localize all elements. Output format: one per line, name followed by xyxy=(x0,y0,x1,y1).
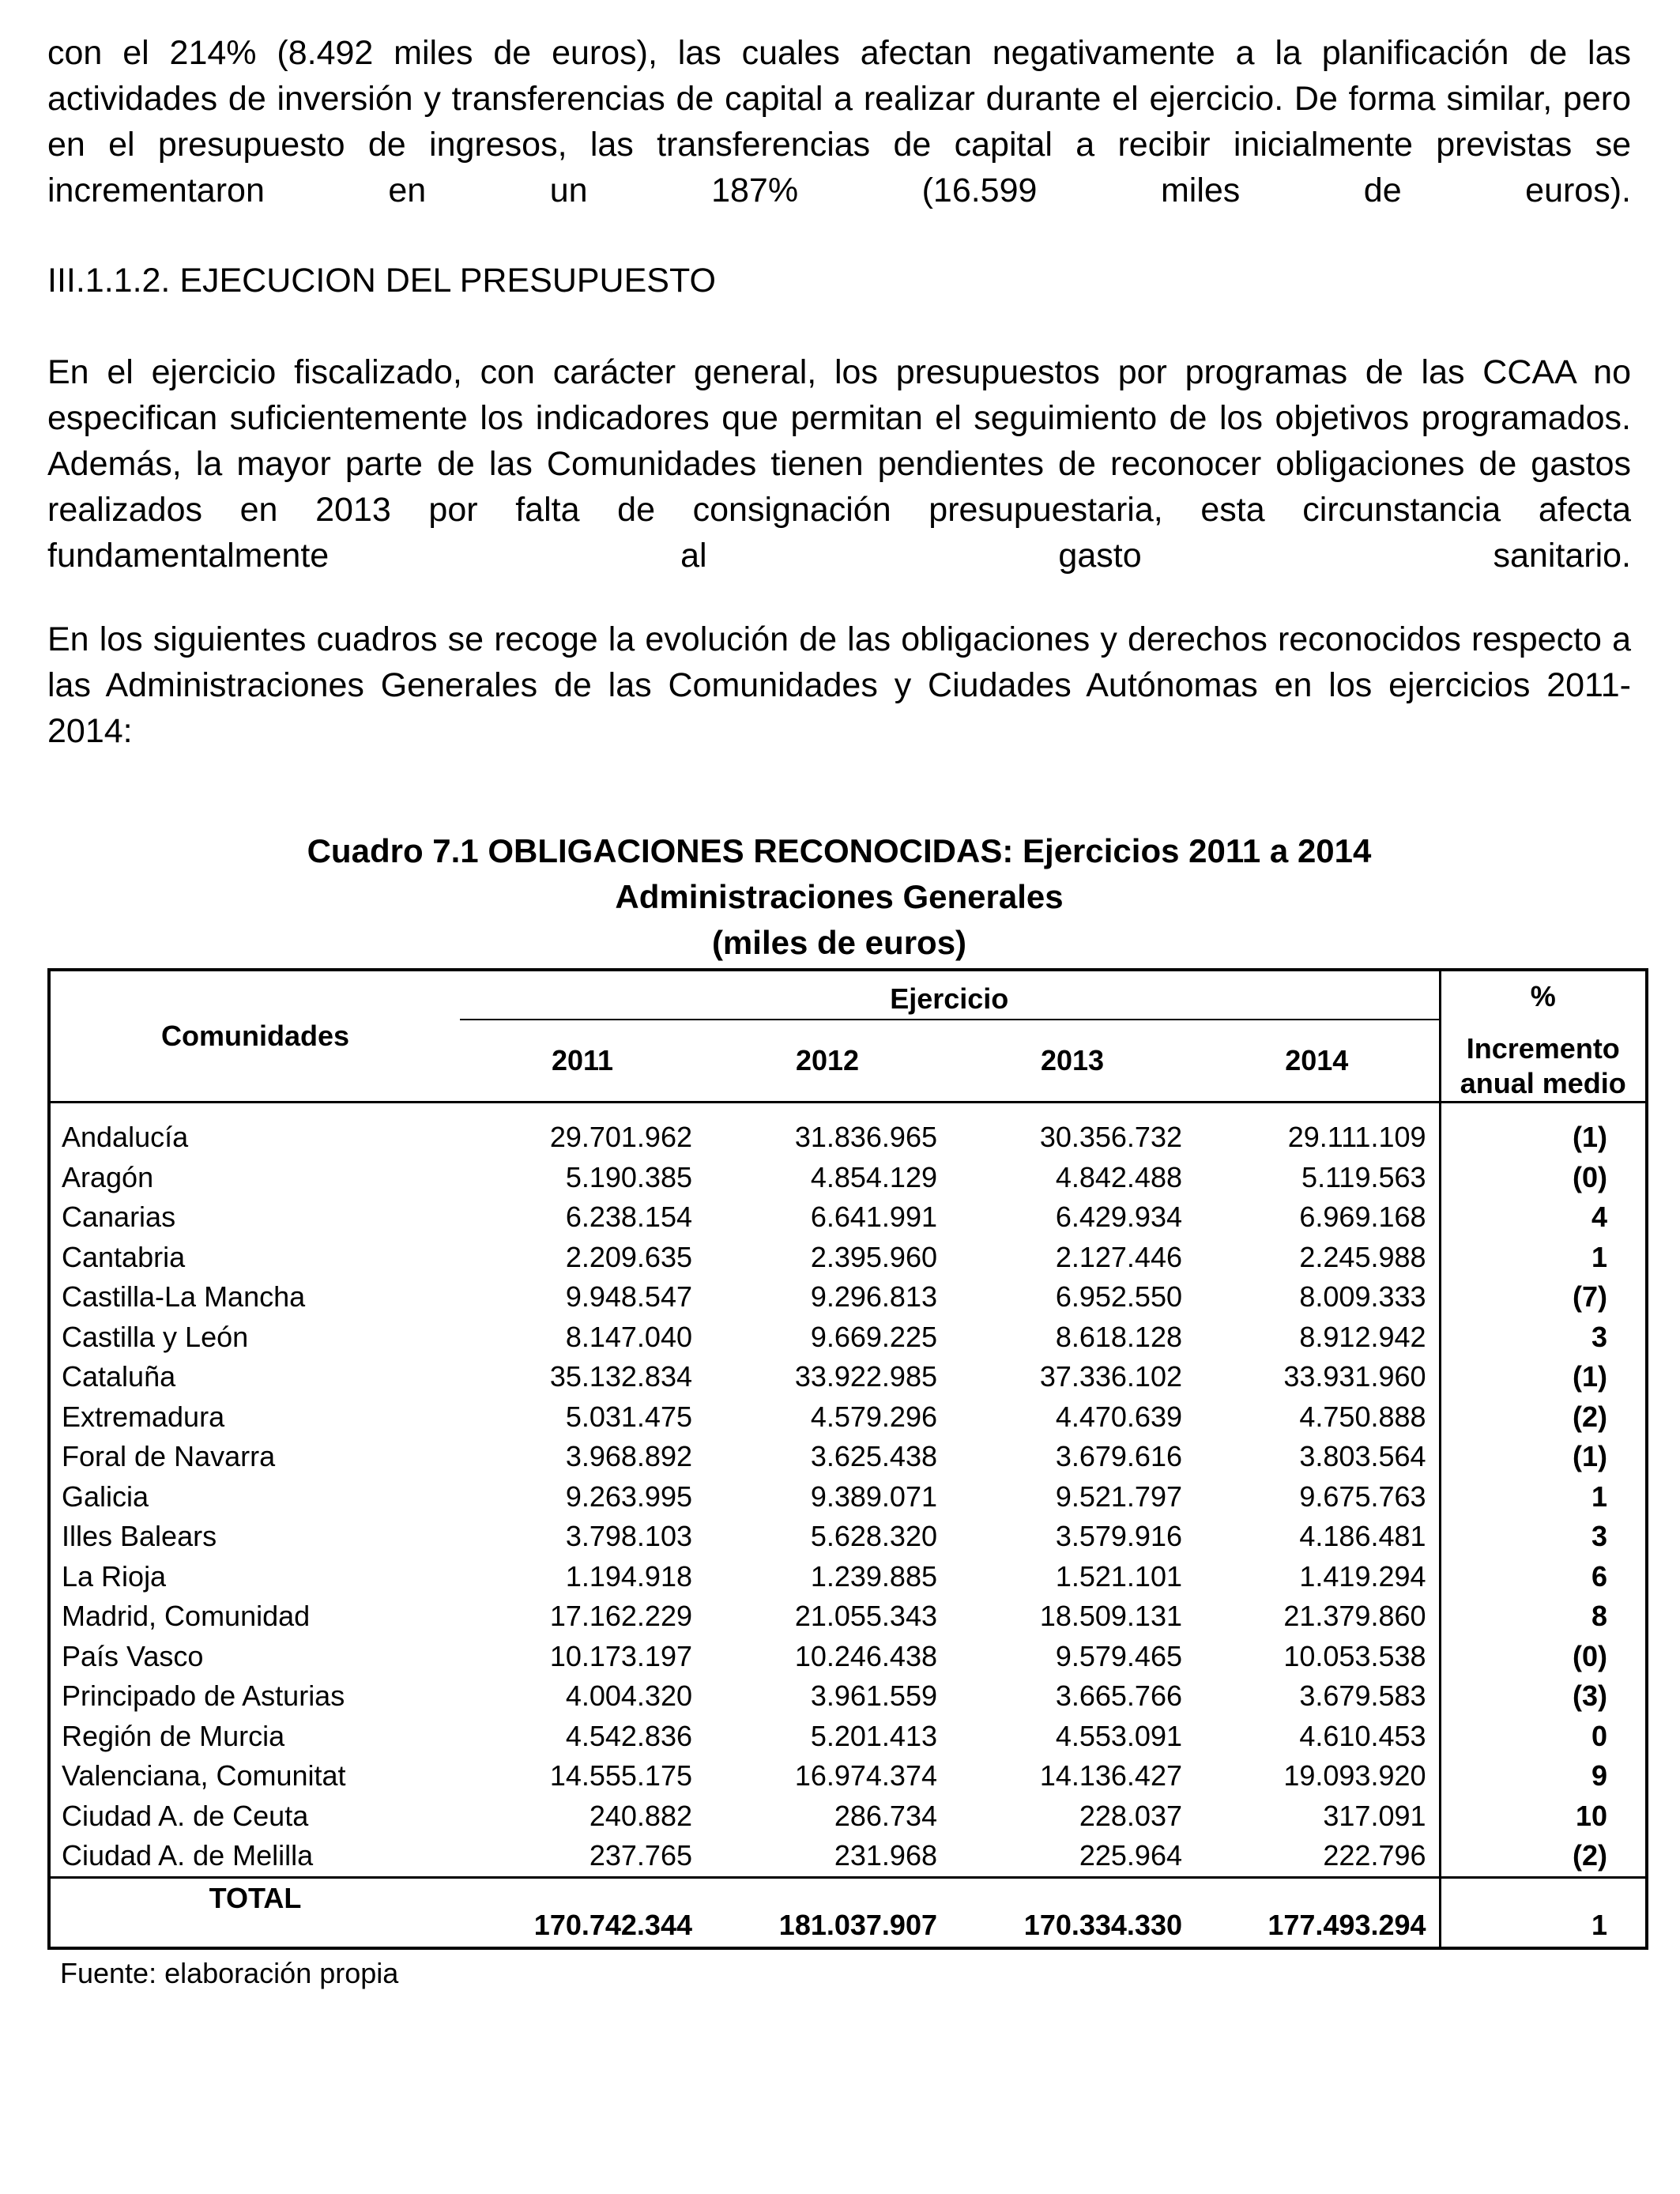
row-value-2013: 2.127.446 xyxy=(1055,1240,1182,1273)
header-pct-symbol: % xyxy=(1530,980,1556,1012)
row-pct: (3) xyxy=(1440,1676,1647,1717)
row-value-2013: 14.136.427 xyxy=(1039,1759,1182,1792)
row-value-2013: 4.842.488 xyxy=(1055,1160,1182,1193)
row-comunidad: Extremadura xyxy=(62,1400,225,1433)
row-value-2014: 19.093.920 xyxy=(1283,1759,1426,1792)
row-value-2012: 4.579.296 xyxy=(810,1400,937,1433)
row-comunidad: Illes Balears xyxy=(62,1520,217,1552)
row-value-2014: 4.610.453 xyxy=(1299,1719,1426,1752)
row-value-2012: 16.974.374 xyxy=(794,1759,937,1792)
row-value-2013: 9.579.465 xyxy=(1055,1639,1182,1672)
row-comunidad: País Vasco xyxy=(62,1639,204,1672)
table-row xyxy=(49,1596,1647,1637)
section-heading: III.1.1.2. EJECUCION DEL PRESUPUESTO xyxy=(47,262,716,300)
total-label: TOTAL xyxy=(49,1877,460,1948)
source-note: Fuente: elaboración propia xyxy=(60,1957,399,1989)
header-comunidades: Comunidades xyxy=(49,970,460,1103)
header-pct-line1: Incremento xyxy=(1466,1032,1620,1065)
row-value-2011: 9.948.547 xyxy=(565,1280,692,1313)
row-comunidad: Canarias xyxy=(62,1201,176,1233)
row-value-2011: 10.173.197 xyxy=(549,1639,692,1672)
row-value-2011: 5.190.385 xyxy=(565,1160,692,1193)
row-value-2014: 4.750.888 xyxy=(1299,1400,1426,1433)
row-pct: 0 xyxy=(1440,1717,1647,1757)
row-value-2012: 6.641.991 xyxy=(810,1201,937,1233)
row-comunidad: Castilla-La Mancha xyxy=(62,1280,306,1313)
table-body xyxy=(49,1103,1647,1878)
row-value-2014: 2.245.988 xyxy=(1299,1240,1426,1273)
row-value-2011: 29.701.962 xyxy=(549,1121,692,1153)
row-value-2012: 2.395.960 xyxy=(810,1240,937,1273)
table-row xyxy=(49,1477,1647,1517)
table-caption xyxy=(47,828,1631,966)
row-pct: 3 xyxy=(1440,1517,1647,1557)
row-comunidad: Región de Murcia xyxy=(62,1719,285,1752)
row-value-2012: 21.055.343 xyxy=(794,1600,937,1632)
table-row xyxy=(49,1676,1647,1717)
row-value-2014: 222.796 xyxy=(1323,1839,1426,1872)
row-value-2014: 9.675.763 xyxy=(1299,1480,1426,1513)
row-comunidad: Ciudad A. de Ceuta xyxy=(62,1799,309,1832)
paragraph-execution: En el ejercicio fiscalizado, con carácter general, los presupuestos por programas de las CCAA no especifican suficientemente los indicadores que permitan el seguimiento de los objetivos programados. Además, la mayor parte de las Comunidades tienen pendientes de reconocer obligaciones de gastos realizados en 2013 por falta de consignación presupuestaria, esta circunstancia afecta fundamentalmente al gasto sanitario. xyxy=(47,353,1631,575)
row-value-2013: 3.665.766 xyxy=(1055,1679,1182,1712)
row-comunidad: Foral de Navarra xyxy=(62,1440,276,1472)
row-value-2011: 2.209.635 xyxy=(565,1240,692,1273)
row-comunidad: Madrid, Comunidad xyxy=(62,1600,311,1632)
row-value-2014: 8.912.942 xyxy=(1299,1320,1426,1353)
row-value-2014: 29.111.109 xyxy=(1287,1121,1426,1153)
row-comunidad: Cantabria xyxy=(62,1240,186,1273)
row-pct: 6 xyxy=(1440,1557,1647,1597)
row-value-2014: 317.091 xyxy=(1323,1799,1426,1832)
table-row xyxy=(49,1717,1647,1757)
row-value-2014: 3.803.564 xyxy=(1299,1440,1426,1472)
row-value-2013: 6.952.550 xyxy=(1055,1280,1182,1313)
row-value-2014: 8.009.333 xyxy=(1299,1280,1426,1313)
row-value-2012: 231.968 xyxy=(834,1839,937,1872)
row-comunidad: Andalucía xyxy=(62,1121,189,1153)
row-value-2011: 4.004.320 xyxy=(565,1679,692,1712)
row-value-2013: 6.429.934 xyxy=(1055,1201,1182,1233)
row-pct: (0) xyxy=(1440,1158,1647,1198)
row-pct: 1 xyxy=(1440,1477,1647,1517)
table-row xyxy=(49,1557,1647,1597)
row-value-2013: 3.679.616 xyxy=(1055,1440,1182,1472)
row-value-2011: 5.031.475 xyxy=(565,1400,692,1433)
total-2014: 177.493.294 xyxy=(1195,1877,1440,1948)
table-row xyxy=(49,1238,1647,1278)
row-value-2012: 1.239.885 xyxy=(810,1559,937,1593)
header-year-2014: 2014 xyxy=(1195,1020,1440,1103)
caption-subtitle: Administraciones Generales xyxy=(615,878,1064,915)
row-pct: 3 xyxy=(1440,1318,1647,1358)
total-2011: 170.742.344 xyxy=(460,1877,705,1948)
row-value-2012: 3.961.559 xyxy=(810,1679,937,1712)
row-value-2011: 17.162.229 xyxy=(549,1600,692,1632)
row-value-2011: 3.798.103 xyxy=(565,1520,692,1552)
row-value-2012: 286.734 xyxy=(834,1799,937,1832)
row-value-2014: 4.186.481 xyxy=(1299,1520,1426,1552)
row-pct: (1) xyxy=(1440,1103,1647,1158)
row-value-2011: 237.765 xyxy=(589,1839,692,1872)
row-value-2013: 30.356.732 xyxy=(1039,1121,1182,1153)
table-row xyxy=(49,1158,1647,1198)
row-value-2013: 225.964 xyxy=(1079,1839,1182,1872)
row-value-2011: 35.132.834 xyxy=(549,1360,692,1393)
row-value-2014: 5.119.563 xyxy=(1301,1160,1426,1193)
row-value-2011: 3.968.892 xyxy=(565,1440,692,1472)
row-value-2012: 5.628.320 xyxy=(810,1520,937,1552)
row-pct: (2) xyxy=(1440,1397,1647,1438)
row-comunidad: La Rioja xyxy=(62,1559,167,1593)
row-comunidad: Valenciana, Comunitat xyxy=(62,1759,346,1792)
row-value-2013: 4.470.639 xyxy=(1055,1400,1182,1433)
header-year-2013: 2013 xyxy=(950,1020,1195,1103)
table-row xyxy=(49,1397,1647,1438)
row-pct: (0) xyxy=(1440,1637,1647,1677)
total-2012: 181.037.907 xyxy=(705,1877,950,1948)
row-value-2014: 3.679.583 xyxy=(1299,1679,1426,1712)
row-value-2011: 9.263.995 xyxy=(565,1480,692,1513)
row-pct: 1 xyxy=(1440,1238,1647,1278)
row-value-2011: 14.555.175 xyxy=(549,1759,692,1792)
row-value-2012: 9.389.071 xyxy=(810,1480,937,1513)
header-pct xyxy=(1440,970,1647,1103)
table-row xyxy=(49,1437,1647,1477)
row-value-2012: 10.246.438 xyxy=(794,1639,937,1672)
row-value-2013: 228.037 xyxy=(1079,1799,1182,1832)
table-row xyxy=(49,1103,1647,1158)
table-row xyxy=(49,1318,1647,1358)
table-row xyxy=(49,1836,1647,1877)
table-row xyxy=(49,1517,1647,1557)
table-row xyxy=(49,1796,1647,1837)
row-value-2011: 4.542.836 xyxy=(565,1719,692,1752)
row-value-2012: 33.922.985 xyxy=(794,1360,937,1393)
paragraph-tables-intro: En los siguientes cuadros se recoge la evolución de las obligaciones y derechos reconocidos respecto a las Administraciones Generales de las Comunidades y Ciudades Autónomas en los ejercicios 2011-2014: xyxy=(47,620,1631,750)
row-value-2012: 4.854.129 xyxy=(810,1160,937,1193)
row-value-2011: 240.882 xyxy=(589,1799,692,1832)
row-value-2011: 1.194.918 xyxy=(565,1559,692,1593)
row-value-2011: 8.147.040 xyxy=(565,1320,692,1353)
row-comunidad: Aragón xyxy=(62,1160,154,1193)
row-value-2014: 6.969.168 xyxy=(1299,1201,1426,1233)
header-ejercicio: Ejercicio xyxy=(460,982,1439,1020)
row-value-2013: 9.521.797 xyxy=(1055,1480,1182,1513)
row-pct: 9 xyxy=(1440,1756,1647,1796)
row-value-2014: 21.379.860 xyxy=(1283,1600,1426,1632)
table-row xyxy=(49,1197,1647,1238)
table-row xyxy=(49,1637,1647,1677)
total-pct: 1 xyxy=(1440,1877,1647,1948)
header-ejercicio-cell xyxy=(460,970,1440,1020)
row-pct: (1) xyxy=(1440,1357,1647,1397)
row-value-2014: 1.419.294 xyxy=(1299,1559,1426,1593)
row-value-2014: 33.931.960 xyxy=(1283,1360,1426,1393)
row-pct: 10 xyxy=(1440,1796,1647,1837)
row-value-2012: 5.201.413 xyxy=(810,1719,937,1752)
paragraph-intro: con el 214% (8.492 miles de euros), las cuales afectan negativamente a la planificación de las actividades de inversión y transferencias de capital a realizar durante el ejercicio. De forma similar, pero en el presupuesto de ingresos, las transferencias de capital a recibir inicialmente previstas se incrementaron en un 187% (16.599 miles de euros). xyxy=(47,34,1631,209)
header-pct-line2: anual medio xyxy=(1460,1067,1626,1099)
row-comunidad: Principado de Asturias xyxy=(62,1679,345,1712)
row-value-2013: 4.553.091 xyxy=(1055,1719,1182,1752)
row-value-2012: 9.296.813 xyxy=(810,1280,937,1313)
row-pct: 8 xyxy=(1440,1596,1647,1637)
row-value-2013: 3.579.916 xyxy=(1055,1520,1182,1552)
row-comunidad: Galicia xyxy=(62,1480,149,1513)
row-pct: (7) xyxy=(1440,1277,1647,1318)
row-value-2014: 10.053.538 xyxy=(1283,1639,1426,1672)
row-value-2012: 9.669.225 xyxy=(810,1320,937,1353)
row-value-2013: 8.618.128 xyxy=(1055,1320,1182,1353)
row-comunidad: Castilla y León xyxy=(62,1320,249,1353)
row-pct: 4 xyxy=(1440,1197,1647,1238)
row-comunidad: Ciudad A. de Melilla xyxy=(62,1839,314,1872)
caption-title: Cuadro 7.1 OBLIGACIONES RECONOCIDAS: Ejercicios 2011 a 2014 xyxy=(307,832,1372,869)
header-year-2012: 2012 xyxy=(705,1020,950,1103)
table-row xyxy=(49,1277,1647,1318)
row-value-2011: 6.238.154 xyxy=(565,1201,692,1233)
header-year-2011: 2011 xyxy=(460,1020,705,1103)
row-value-2013: 37.336.102 xyxy=(1039,1360,1182,1393)
caption-units: (miles de euros) xyxy=(711,924,967,961)
row-value-2013: 1.521.101 xyxy=(1055,1559,1182,1593)
total-row xyxy=(49,1877,1647,1948)
table-row xyxy=(49,1756,1647,1796)
row-comunidad: Cataluña xyxy=(62,1360,176,1393)
table-row xyxy=(49,1357,1647,1397)
row-pct: (1) xyxy=(1440,1437,1647,1477)
row-value-2013: 18.509.131 xyxy=(1039,1600,1182,1632)
row-pct: (2) xyxy=(1440,1836,1647,1877)
row-value-2012: 3.625.438 xyxy=(810,1440,937,1472)
total-2013: 170.334.330 xyxy=(950,1877,1195,1948)
row-value-2012: 31.836.965 xyxy=(794,1121,937,1153)
obligations-table xyxy=(47,968,1648,1950)
